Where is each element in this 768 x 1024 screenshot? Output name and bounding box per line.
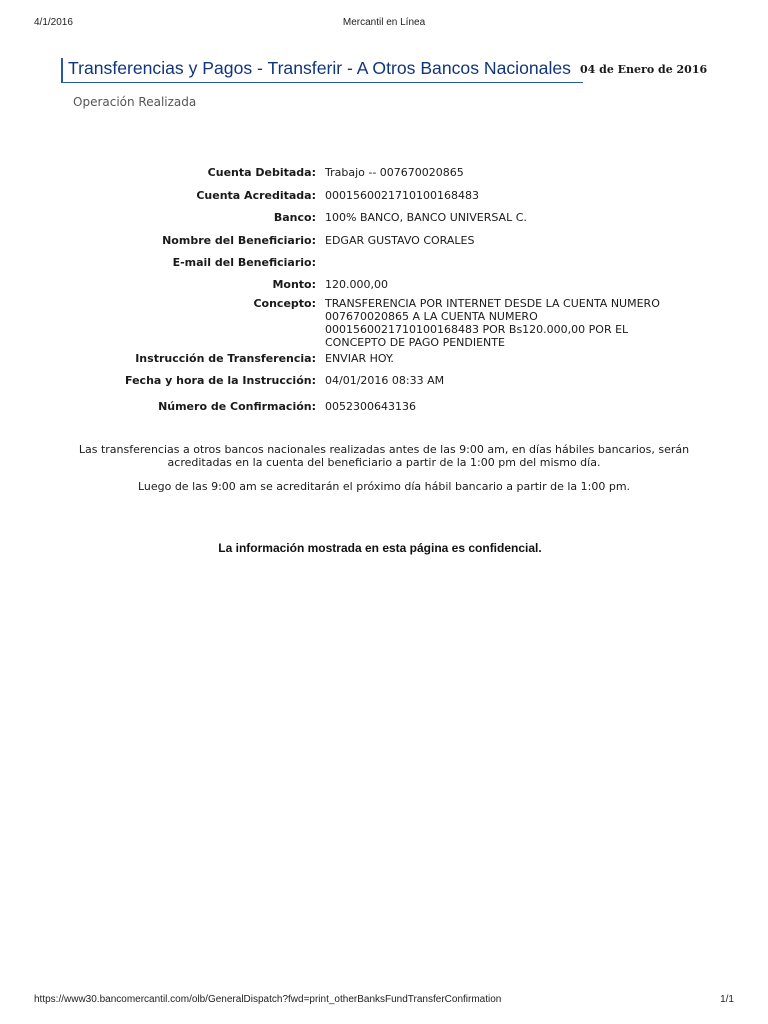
detail-label: Cuenta Acreditada: (196, 189, 316, 202)
operation-status: Operación Realizada (73, 95, 197, 109)
print-window-title: Mercantil en Línea (342, 17, 426, 28)
detail-label: Concepto: (253, 297, 316, 310)
detail-value: 0052300643136 (325, 400, 416, 413)
page-title-block (61, 58, 583, 83)
print-date: 4/1/2016 (34, 17, 73, 28)
detail-value: EDGAR GUSTAVO CORALES (325, 234, 475, 247)
detail-label: Número de Confirmación: (158, 400, 316, 413)
confidential-notice: La información mostrada en esta página es confidencial. (218, 541, 542, 555)
detail-value: Trabajo -- 007670020865 (325, 166, 464, 179)
print-page-count: 1/1 (720, 994, 734, 1005)
transfer-note-after-cutoff: Luego de las 9:00 am se acreditarán el próximo día hábil bancario a partir de la 1:00 pm. (137, 480, 631, 493)
detail-value: ENVIAR HOY. (325, 352, 394, 365)
detail-label: Cuenta Debitada: (207, 166, 316, 179)
detail-value: TRANSFERENCIA POR INTERNET DESDE LA CUENTA NUMERO 007670020865 A LA CUENTA NUMERO 00015600217101001684​83 POR Bs120.000,00 POR EL CONCEPTO DE PAGO PENDIENTE (325, 297, 660, 349)
detail-value: 120.000,00 (325, 278, 388, 291)
detail-label: Instrucción de Transferencia: (135, 352, 316, 365)
detail-label: Fecha y hora de la Instrucción: (125, 374, 316, 387)
detail-label: Banco: (273, 211, 316, 224)
detail-value: 100% BANCO, BANCO UNIVERSAL C. (325, 211, 527, 224)
detail-value: 04/01/2016 08:33 AM (325, 374, 445, 387)
print-url: https://www30.bancomercantil.com/olb/GeneralDispatch?fwd=print_otherBanksFundTransferConfirmation (34, 994, 502, 1005)
detail-label: Nombre del Beneficiario: (162, 234, 316, 247)
detail-value: 00015600217101001684​83 (325, 189, 479, 202)
print-footer (0, 994, 768, 1008)
page-title: Transferencias y Pagos - Transferir - A Otros Bancos Nacionales (68, 58, 571, 78)
page-date: 04 de Enero de 2016 (580, 63, 708, 76)
detail-label: E-mail del Beneficiario: (172, 256, 316, 269)
transfer-note-cutoff: Las transferencias a otros bancos nacionales realizadas antes de las 9:00 am, en días hábiles bancarios, serán acreditadas en la cuenta del beneficiario a partir de la 1:00 pm del mismo día. (78, 443, 690, 469)
detail-label: Monto: (272, 278, 316, 291)
print-header (0, 17, 768, 31)
